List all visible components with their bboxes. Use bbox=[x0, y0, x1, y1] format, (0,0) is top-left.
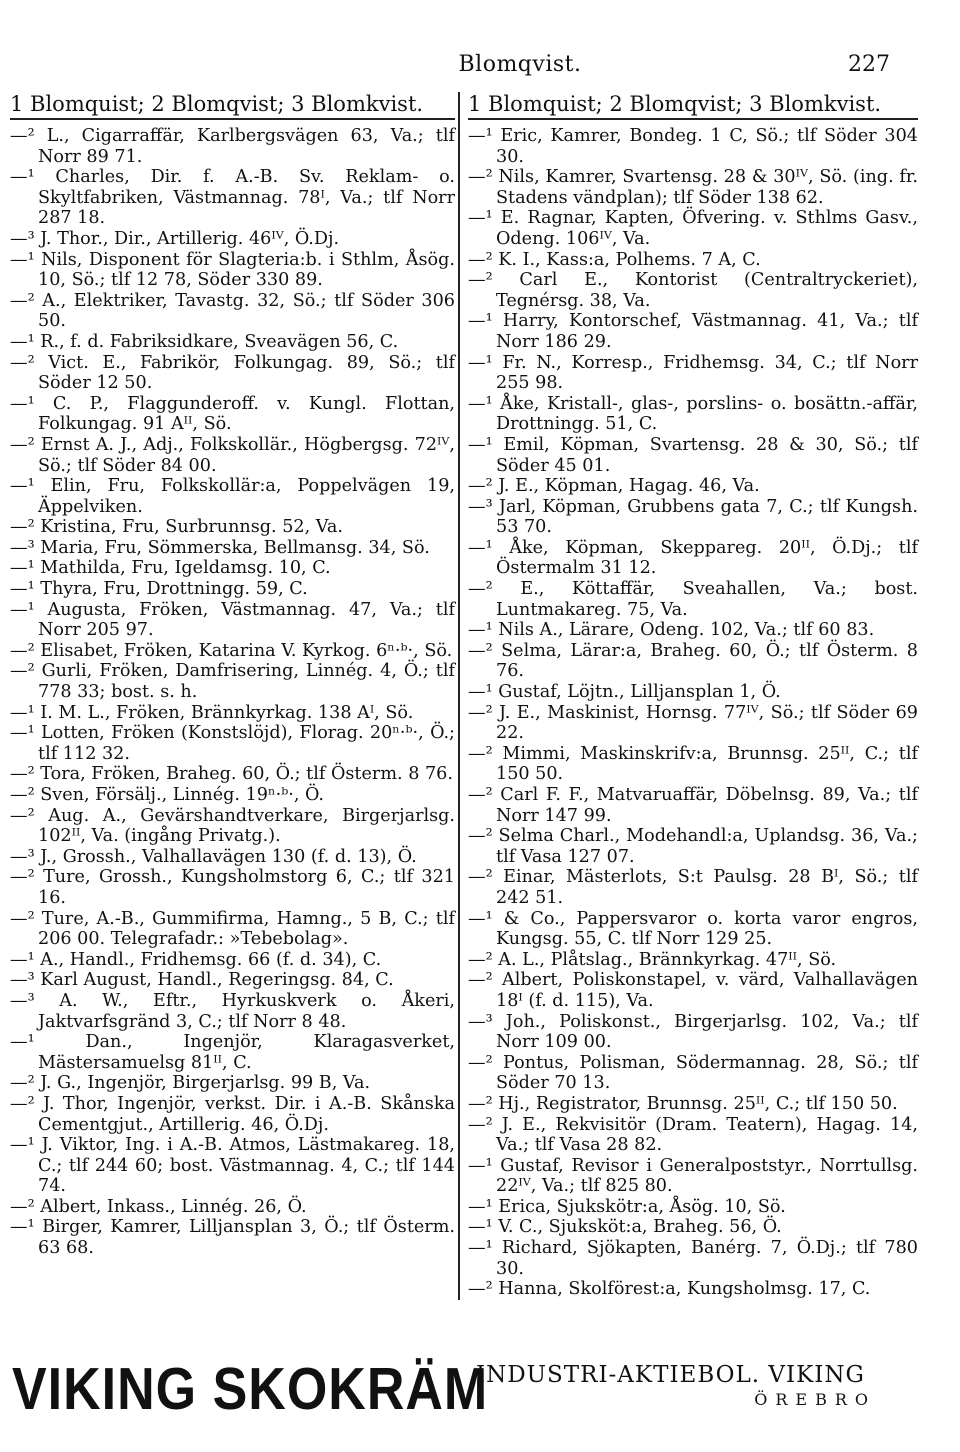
directory-entry bbox=[468, 1115, 918, 1156]
entry-text: —³ Maria, Fru, Sömmerska, Bellmansg. 34, Sö. bbox=[10, 537, 430, 558]
directory-entry bbox=[10, 867, 455, 908]
entry-text: —¹ Eric, Kamrer, Bondeg. 1 C, Sö.; tlf Söder 304 30. bbox=[468, 126, 918, 167]
directory-entry bbox=[10, 1032, 455, 1073]
directory-entry bbox=[468, 620, 918, 641]
entry-text: —² Kristina, Fru, Surbrunnsg. 52, Va. bbox=[10, 517, 343, 538]
entry-text: —² K. I., Kass:a, Polhems. 7 A, C. bbox=[468, 249, 761, 270]
viking-company-ad bbox=[476, 1362, 896, 1409]
entry-text: —¹ Birger, Kamrer, Lilljansplan 3, Ö.; tlf Österm. 63 68. bbox=[10, 1217, 455, 1259]
entry-text: —² Mimmi, Maskinskrifv:a, Brunnsg. 25ᴵᴵ, C.; tlf 150 50. bbox=[468, 743, 918, 785]
directory-entry bbox=[468, 394, 918, 435]
directory-entry bbox=[468, 1238, 918, 1279]
directory-entry bbox=[468, 1217, 918, 1238]
directory-entry bbox=[468, 497, 918, 538]
directory-entry bbox=[10, 167, 455, 229]
viking-skokram-ad: VIKING SKOKRÄM bbox=[12, 1356, 489, 1423]
directory-entry bbox=[10, 435, 455, 476]
directory-entry bbox=[10, 1094, 455, 1135]
right-column bbox=[458, 92, 918, 1300]
directory-entry bbox=[468, 476, 918, 497]
directory-entry bbox=[10, 476, 455, 517]
directory-entry bbox=[10, 970, 455, 991]
entry-text: —² Ture, A.-B., Gummifirma, Hamng., 5 B, C.; tlf 206 00. Telegrafadr.: »Tebebolag». bbox=[10, 908, 455, 950]
left-entry-list bbox=[10, 126, 455, 1259]
directory-entry bbox=[10, 538, 455, 559]
entry-text: —² Aug. A., Gevärshandtverkare, Birgerjarlsg. 102ᴵᴵ, Va. (ingång Privatg.). bbox=[10, 805, 455, 847]
directory-entry bbox=[10, 950, 455, 971]
entry-text: —² J. G., Ingenjör, Birgerjarlsg. 99 B, Va. bbox=[10, 1073, 371, 1094]
directory-entry bbox=[10, 126, 455, 167]
entry-text: —² Elisabet, Fröken, Katarina V. Kyrkog. 6ⁿ·ᵇ·, Sö. bbox=[10, 640, 453, 661]
directory-entry bbox=[468, 1279, 918, 1300]
entry-text: —² A. L., Plåtslag., Brännkyrkag. 47ᴵᴵ, Sö. bbox=[468, 949, 837, 970]
entry-text: —² Hj., Registrator, Brunnsg. 25ᴵᴵ, C.; tlf 150 50. bbox=[468, 1093, 898, 1114]
entry-text: —² Carl E., Kontorist (Centraltryckeriet), Tegnérsg. 38, Va. bbox=[468, 270, 918, 311]
directory-entry bbox=[468, 970, 918, 1011]
directory-entry bbox=[10, 641, 455, 662]
entry-text: —¹ Nils, Disponent för Slagteria:b. i Sthlm, Åsög. 10, Sö.; tlf 12 78, Söder 330 89. bbox=[10, 249, 455, 291]
entry-text: —³ Karl August, Handl., Regeringsg. 84, C. bbox=[10, 970, 394, 991]
entry-text: —¹ Fr. N., Korresp., Fridhemsg. 34, C.; tlf Norr 255 98. bbox=[468, 352, 918, 394]
right-entry-list bbox=[468, 126, 918, 1300]
directory-entry bbox=[468, 167, 918, 208]
entry-text: —¹ J. Viktor, Ing. i A.-B. Atmos, Lästmakareg. 18, C.; tlf 244 60; bost. Västmannag. 4, C.; tlf 144 74. bbox=[10, 1135, 455, 1197]
left-column bbox=[10, 92, 455, 1259]
entry-text: —² Pontus, Polisman, Södermannag. 28, Sö.; tlf Söder 70 13. bbox=[468, 1052, 918, 1094]
directory-entry bbox=[10, 1217, 455, 1258]
right-column-heading: 1 Blomquist; 2 Blomqvist; 3 Blomkvist. bbox=[468, 92, 918, 120]
ad-city: ÖREBRO bbox=[754, 1390, 876, 1409]
entry-text: —¹ Gustaf, Revisor i Generalpoststyr., Norrtullsg. 22ᴵⱽ, Va.; tlf 825 80. bbox=[468, 1155, 918, 1197]
entry-text: —² L., Cigarraffär, Karlbergsvägen 63, Va.; tlf Norr 89 71. bbox=[10, 126, 455, 167]
directory-entry bbox=[10, 332, 455, 353]
entry-text: —¹ E. Ragnar, Kapten, Öfvering. v. Sthlms Gasv., Odeng. 106ᴵⱽ, Va. bbox=[468, 208, 918, 249]
page-number: 227 bbox=[848, 52, 890, 77]
entry-text: —³ A. W., Eftr., Hyrkuskverk o. Åkeri, Jaktvarfsgränd 3, C.; tlf Norr 8 48. bbox=[10, 990, 455, 1032]
entry-text: —¹ Elin, Fru, Folkskollär:a, Poppelvägen 19, Äppelviken. bbox=[10, 476, 455, 517]
entry-text: —¹ Åke, Kristall-, glas-, porslins- o. bosättn.-affär, Drottningg. 51, C. bbox=[468, 393, 918, 435]
directory-entry bbox=[10, 291, 455, 332]
directory-entry bbox=[468, 641, 918, 682]
directory-entry bbox=[10, 517, 455, 538]
directory-entry bbox=[10, 579, 455, 600]
directory-entry bbox=[468, 1156, 918, 1197]
directory-entry bbox=[10, 558, 455, 579]
directory-entry bbox=[468, 208, 918, 249]
entry-text: —² Hanna, Skolförest:a, Kungsholmsg. 17, C. bbox=[468, 1279, 871, 1300]
entry-text: —³ Jarl, Köpman, Grubbens gata 7, C.; tlf Kungsh. 53 70. bbox=[468, 496, 918, 538]
entry-text: —² Sven, Försälj., Linnég. 19ⁿ·ᵇ·, Ö. bbox=[10, 785, 325, 805]
directory-entry bbox=[468, 270, 918, 311]
directory-entry bbox=[468, 435, 918, 476]
entry-text: —² J. E., Köpman, Hagag. 46, Va. bbox=[468, 476, 760, 497]
entry-text: —² Albert, Inkass., Linnég. 26, Ö. bbox=[10, 1196, 307, 1217]
entry-text: —¹ I. M. L., Fröken, Brännkyrkag. 138 Aᴵ, Sö. bbox=[10, 702, 414, 723]
directory-entry bbox=[468, 826, 918, 867]
left-column-heading: 1 Blomquist; 2 Blomqvist; 3 Blomkvist. bbox=[10, 92, 455, 120]
entry-text: —³ J. Thor., Dir., Artillerig. 46ᴵⱽ, Ö.Dj. bbox=[10, 228, 340, 249]
directory-entry bbox=[10, 703, 455, 724]
running-title: Blomqvist. bbox=[458, 52, 582, 77]
entry-text: —² J. E., Maskinist, Hornsg. 77ᴵⱽ, Sö.; tlf Söder 69 22. bbox=[468, 702, 918, 744]
directory-entry bbox=[10, 847, 455, 868]
directory-entry bbox=[10, 1073, 455, 1094]
directory-entry bbox=[468, 785, 918, 826]
directory-entry bbox=[468, 1053, 918, 1094]
entry-text: —¹ Gustaf, Löjtn., Lilljansplan 1, Ö. bbox=[468, 682, 781, 703]
entry-text: —² Einar, Mästerlots, S:t Paulsg. 28 Bᴵ, Sö.; tlf 242 51. bbox=[468, 867, 918, 908]
directory-entry bbox=[10, 785, 455, 806]
entry-text: —¹ Augusta, Fröken, Västmannag. 47, Va.; tlf Norr 205 97. bbox=[10, 599, 455, 641]
directory-entry bbox=[468, 126, 918, 167]
directory-entry bbox=[10, 991, 455, 1032]
entry-text: —² J. Thor, Ingenjör, verkst. Dir. i A.-B. Skånska Cementgjut., Artillerig. 46, Ö.Dj. bbox=[10, 1093, 455, 1135]
directory-entry bbox=[10, 394, 455, 435]
directory-entry bbox=[10, 1135, 455, 1197]
entry-text: —¹ Emil, Köpman, Svartensg. 28 & 30, Sö.; tlf Söder 45 01. bbox=[468, 434, 918, 476]
directory-entry bbox=[10, 764, 455, 785]
entry-text: —² Vict. E., Fabrikör, Folkungag. 89, Sö.; tlf Söder 12 50. bbox=[10, 352, 455, 394]
entry-text: —¹ & Co., Pappersvaror o. korta varor engros, Kungsg. 55, C. tlf Norr 129 25. bbox=[468, 908, 918, 950]
directory-entry bbox=[468, 703, 918, 744]
directory-entry bbox=[10, 600, 455, 641]
directory-entry bbox=[468, 950, 918, 971]
entry-text: —² Ernst A. J., Adj., Folkskollär., Högbergsg. 72ᴵⱽ, Sö.; tlf Söder 84 00. bbox=[10, 434, 455, 476]
entry-text: —¹ Nils A., Lärare, Odeng. 102, Va.; tlf 60 83. bbox=[468, 620, 875, 641]
directory-entry bbox=[10, 909, 455, 950]
entry-text: —¹ Lotten, Fröken (Konstslöjd), Florag. 20ⁿ·ᵇ·, Ö.; tlf 112 32. bbox=[10, 723, 455, 764]
entry-text: —² A., Elektriker, Tavastg. 32, Sö.; tlf Söder 306 50. bbox=[10, 290, 455, 332]
directory-entry bbox=[10, 229, 455, 250]
directory-entry bbox=[468, 744, 918, 785]
directory-entry bbox=[10, 1197, 455, 1218]
entry-text: —¹ A., Handl., Fridhemsg. 66 (f. d. 34), C. bbox=[10, 949, 382, 970]
entry-text: —¹ Dan., Ingenjör, Klaragasverket, Mästersamuelsg 81ᴵᴵ, C. bbox=[10, 1032, 455, 1073]
directory-entry bbox=[10, 353, 455, 394]
directory-entry bbox=[468, 682, 918, 703]
directory-entry bbox=[10, 723, 455, 764]
entry-text: —¹ Harry, Kontorschef, Västmannag. 41, Va.; tlf Norr 186 29. bbox=[468, 311, 918, 352]
directory-entry bbox=[468, 538, 918, 579]
ad-company-name: INDUSTRI-AKTIEBOL. VIKING bbox=[476, 1362, 865, 1388]
entry-text: —¹ Thyra, Fru, Drottningg. 59, C. bbox=[10, 579, 308, 600]
entry-text: —¹ C. P., Flaggunderoff. v. Kungl. Flottan, Folkungag. 91 Aᴵᴵ, Sö. bbox=[10, 393, 455, 435]
entry-text: —² Selma Charl., Modehandl:a, Uplandsg. 36, Va.; tlf Vasa 127 07. bbox=[468, 826, 918, 867]
directory-entry bbox=[10, 806, 455, 847]
entry-text: —¹ Erica, Sjukskötr:a, Åsög. 10, Sö. bbox=[468, 1196, 786, 1217]
entry-text: —² Albert, Poliskonstapel, v. värd, Valhallavägen 18ᴵ (f. d. 115), Va. bbox=[468, 970, 918, 1011]
directory-entry bbox=[468, 1094, 918, 1115]
directory-entry bbox=[468, 311, 918, 352]
directory-entry bbox=[468, 1197, 918, 1218]
entry-text: —¹ Åke, Köpman, Skeppareg. 20ᴵᴵ, Ö.Dj.; tlf Östermalm 31 12. bbox=[468, 537, 918, 579]
directory-entry bbox=[468, 579, 918, 620]
entry-text: —² Ture, Grossh., Kungsholmstorg 6, C.; tlf 321 16. bbox=[10, 867, 455, 908]
entry-text: —² Selma, Lärar:a, Braheg. 60, Ö.; tlf Österm. 8 76. bbox=[468, 640, 918, 682]
entry-text: —¹ Mathilda, Fru, Igeldamsg. 10, C. bbox=[10, 558, 331, 579]
entry-text: —² E., Köttaffär, Sveahallen, Va.; bost. Luntmakareg. 75, Va. bbox=[468, 579, 918, 620]
entry-text: —² Carl F. F., Matvaruaffär, Döbelnsg. 89, Va.; tlf Norr 147 99. bbox=[468, 785, 918, 826]
directory-entry bbox=[468, 250, 918, 271]
directory-entry bbox=[10, 250, 455, 291]
entry-text: —² Tora, Fröken, Braheg. 60, Ö.; tlf Österm. 8 76. bbox=[10, 764, 453, 785]
directory-entry bbox=[468, 909, 918, 950]
entry-text: —² J. E., Rekvisitör (Dram. Teatern), Hagag. 14, Va.; tlf Vasa 28 82. bbox=[468, 1114, 918, 1156]
directory-entry bbox=[468, 353, 918, 394]
entry-text: —³ J., Grossh., Valhallavägen 130 (f. d. 13), Ö. bbox=[10, 846, 417, 867]
directory-entry bbox=[10, 661, 455, 702]
entry-text: —¹ Charles, Dir. f. A.-B. Sv. Reklam- o. Skyltfabriken, Västmannag. 78ᴵ, Va.; tlf Norr 287 18. bbox=[10, 167, 455, 229]
entry-text: —² Nils, Kamrer, Svartensg. 28 & 30ᴵⱽ, Sö. (ing. fr. Stadens vändplan); tlf Söder 138 62. bbox=[468, 167, 918, 208]
directory-entry bbox=[468, 1012, 918, 1053]
entry-text: —¹ Richard, Sjökapten, Banérg. 7, Ö.Dj.; tlf 780 30. bbox=[468, 1238, 918, 1279]
entry-text: —² Gurli, Fröken, Damfrisering, Linnég. 4, Ö.; tlf 778 33; bost. s. h. bbox=[10, 661, 455, 703]
entry-text: —³ Joh., Poliskonst., Birgerjarlsg. 102, Va.; tlf Norr 109 00. bbox=[468, 1011, 918, 1053]
directory-entry bbox=[468, 867, 918, 908]
entry-text: —¹ V. C., Sjuksköt:a, Braheg. 56, Ö. bbox=[468, 1217, 782, 1238]
entry-text: —¹ R., f. d. Fabriksidkare, Sveavägen 56, C. bbox=[10, 331, 399, 352]
